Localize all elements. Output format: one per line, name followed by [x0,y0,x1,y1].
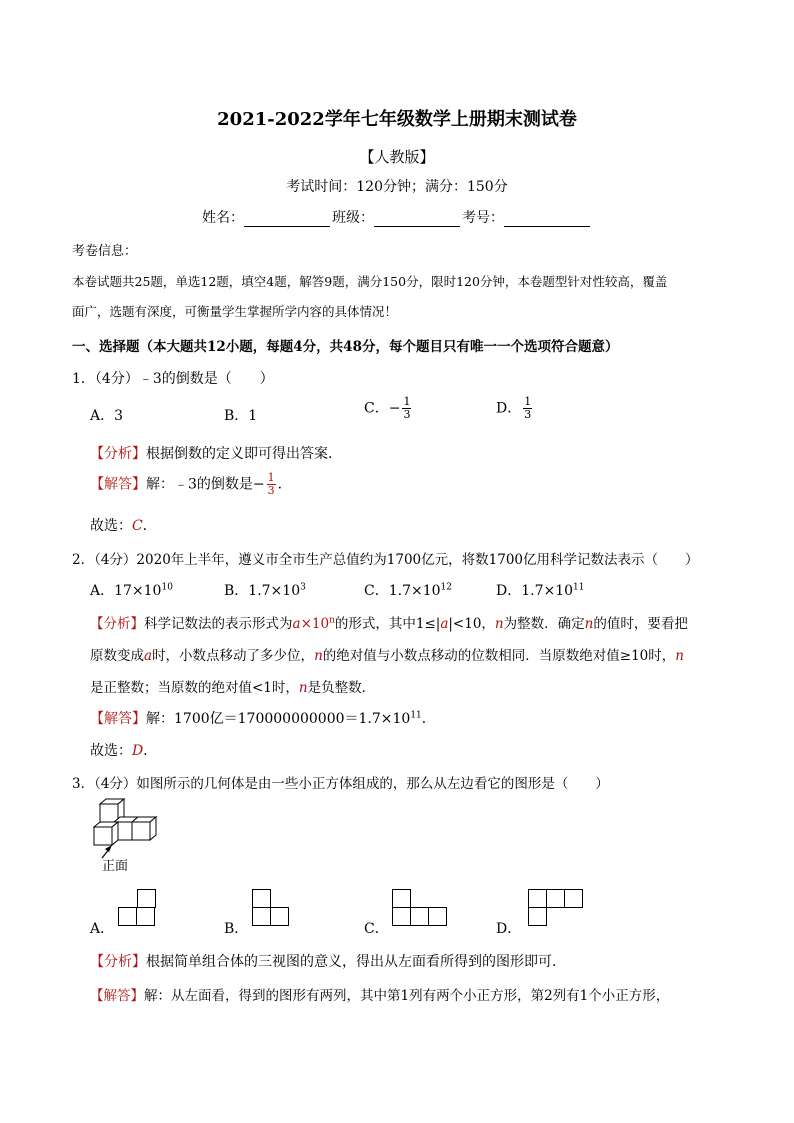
q2-analysis-text: 是正整数；当原数的绝对值<1时， [90,680,299,696]
grid-cell [136,907,155,926]
exam-time: 考试时间：120分钟；满分：150分 [286,179,508,195]
q1-answer-num: 1 [267,471,275,484]
q2-option-b-base: B．1.7×10 [224,583,301,599]
q1-option-b: B．1 [224,408,258,424]
q2-option-b-exp: 3 [300,582,306,593]
q2-option-b [224,580,306,600]
q2-answer [90,708,436,728]
q2-analysis-text: |<10， [448,616,495,632]
grid-cell [252,889,271,908]
q3-option-c-label: C． [364,921,389,937]
student-fields [0,207,794,227]
edition-label: 【人教版】 [359,148,435,166]
info-line-1: 本卷试题共25题，单选12题，填空4题，解答9题，满分150分，限时120分钟，本卷题型针对性较高，覆盖 [72,274,668,289]
q2-analysis-text: 时，小数点移动了多少位， [152,648,315,664]
q1-conclusion-choice: C [132,518,143,534]
grid-cell [410,907,429,926]
q2-var-a: a [144,648,153,664]
q2-option-a [90,580,173,600]
q3-analysis-text: 根据简单组合体的三视图的意义，得出从左面看所得到的图形即可． [146,954,566,970]
grid-cell [528,907,547,926]
q2-option-c-exp: 12 [440,582,452,593]
q2-option-a-exp: 10 [161,582,173,593]
q2-analysis-text: 原数变成 [90,648,144,664]
q2-analysis-line-1 [90,612,688,632]
class-label: 班级： [332,210,374,226]
q1-conclusion [90,515,157,535]
q2-var-a: a [440,616,449,632]
q3-figure-label: 正面 [102,859,129,874]
q1-option-d-prefix: D． [496,400,522,417]
q1-option-d-fraction [523,396,532,421]
name-blank[interactable] [244,212,330,227]
q2-var-a: a [292,616,301,632]
q2-conclusion-end: ． [143,743,158,759]
q2-option-d-base: D．1.7×10 [496,583,574,599]
q2-var-n: n [314,648,323,664]
q2-conclusion [90,740,157,760]
q2-conclusion-prefix: 故选： [90,743,132,759]
q1-answer-end: ． [277,476,292,493]
grid-cell [118,907,137,926]
q3-answer [90,984,669,1004]
section-heading: 一、选择题（本大题共12小题，每题4分，共48分，每个题目只有唯一一个选项符合题意） [72,339,619,355]
q2-var-n: n [298,680,308,696]
q2-times-ten: ×10 [300,616,330,632]
grid-cell [270,907,289,926]
q1-option-c-prefix: C．− [364,400,401,417]
q2-analysis-text: 的形式，其中1≤| [334,616,441,632]
q2-answer-base: 解：1700亿＝170000000000＝1.7×10 [146,711,411,727]
grid-cell [428,907,447,926]
q1-analysis [90,443,342,463]
q1-option-c-fraction [402,396,411,421]
q1-option-d [496,396,534,421]
q1-answer [90,472,292,497]
q2-answer-end: ． [421,711,436,727]
grid-cell [392,889,411,908]
q2-answer-exp: 11 [410,710,422,721]
q3-answer-tag: 【解答】 [90,988,144,1004]
grid-cell [528,889,547,908]
grid-cell [137,889,156,908]
q3-option-a-label: A． [90,921,115,937]
q1-answer-tag: 【解答】 [90,476,146,493]
q2-analysis-text: 为整数．确定 [503,616,585,632]
q3-option-d-label: D． [496,921,522,937]
q3-cube-figure [88,798,160,860]
q2-option-a-base: A．17×10 [90,583,162,599]
q2-analysis-line-2 [90,644,684,664]
q2-option-d [496,580,585,600]
q1-option-a: A．3 [90,408,124,424]
q1-analysis-text: 根据倒数的定义即可得出答案． [146,446,342,462]
q1-option-c-num: 1 [403,395,411,408]
q3-option-b-label: B． [224,921,249,937]
q3-stem: 3．（4分）如图所示的几何体是由一些小正方体组成的，那么从左边看它的图形是（ ） [72,776,609,792]
q1-option-c-den: 3 [403,408,411,421]
grid-cell [546,889,565,908]
q1-stem: 1．（4分）﹣3的倒数是（ ） [72,371,274,387]
q2-option-c-base: C．1.7×10 [364,583,441,599]
info-line-2: 面广，选题有深度，可衡量学生掌握所学内容的具体情况！ [72,304,398,319]
q2-stem: 2．（4分）2020年上半年，遵义市全市生产总值约为1700亿元，将数1700亿用科学记数法表示（ ） [72,552,699,568]
q1-option-d-num: 1 [524,395,532,408]
q3-analysis-tag: 【分析】 [90,954,146,970]
q2-var-n: n [675,648,684,664]
q3-analysis [90,951,566,971]
q1-analysis-tag: 【分析】 [90,446,146,462]
q1-answer-fraction [267,472,276,497]
name-label: 姓名： [202,210,244,226]
q2-answer-tag: 【解答】 [90,711,146,727]
number-label: 考号： [462,210,504,226]
q2-option-c [364,580,452,600]
q1-conclusion-end: ． [142,518,157,534]
q2-var-n: n [494,616,504,632]
q3-answer-text: 解：从左面看，得到的图形有两列，其中第1列有两个小正方形，第2列有1个小正方形， [144,988,670,1004]
grid-cell [252,907,271,926]
q1-answer-prefix: 解：﹣3的倒数是− [146,476,265,493]
q2-analysis-tag: 【分析】 [90,616,144,632]
q2-analysis-text: 科学记数法的表示形式为 [144,616,293,632]
q2-analysis-line-3 [90,676,375,696]
info-heading: 考卷信息： [72,244,138,259]
page-title: 2021-2022学年七年级数学上册期末测试卷 [217,109,577,130]
q2-analysis-text: 的绝对值与小数点移动的位数相同．当原数绝对值≥10时， [322,648,676,664]
grid-cell [392,907,411,926]
grid-cell [564,889,583,908]
class-blank[interactable] [374,212,460,227]
q1-conclusion-prefix: 故选： [90,518,132,534]
q2-analysis-text: 是负整数． [307,680,376,696]
q2-var-n: n [584,616,594,632]
q1-answer-den: 3 [267,484,275,497]
q2-option-d-exp: 11 [573,582,585,593]
q2-conclusion-choice: D [132,743,144,759]
number-blank[interactable] [504,212,590,227]
q2-analysis-text: 的值时，要看把 [593,616,688,632]
q1-option-c [364,396,413,421]
q2-exp-n: n [329,615,335,626]
q1-option-d-den: 3 [524,408,532,421]
